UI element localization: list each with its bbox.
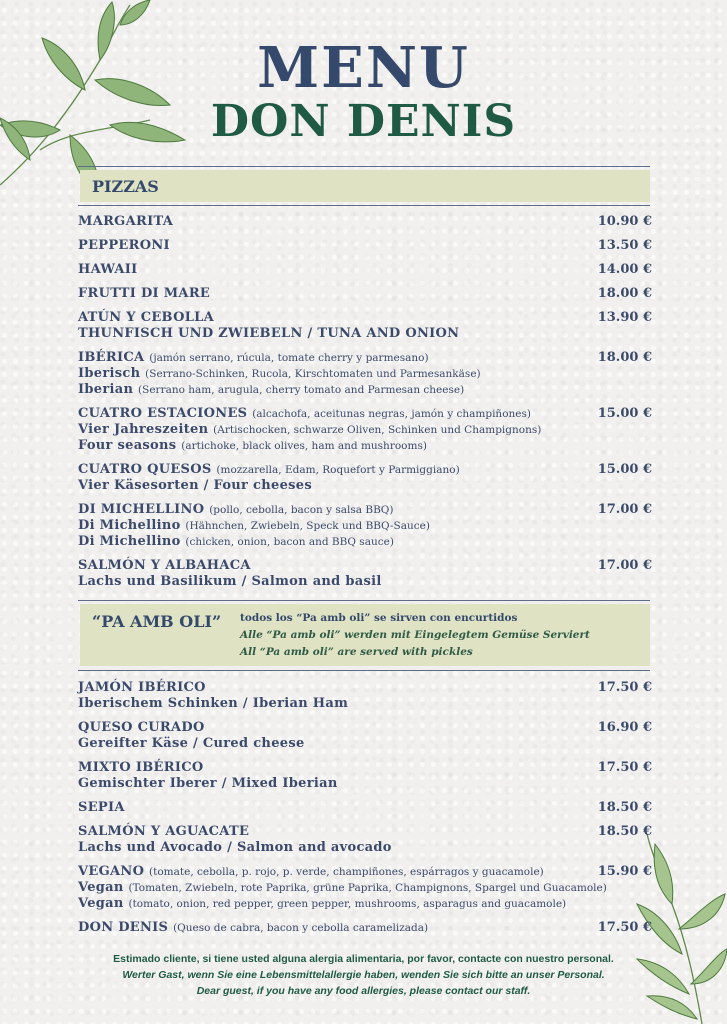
- section-note: todos los “Pa amb oli” se sirven con encurtidos: [240, 612, 518, 624]
- item-price: 18.50 €: [597, 800, 652, 815]
- item-name: FRUTTI DI MARE: [78, 286, 211, 301]
- menu-item: [78, 502, 652, 550]
- menu-item: [78, 800, 652, 816]
- item-description: (pollo, cebolla, bacon y salsa BBQ): [209, 504, 394, 516]
- section-title-pa-amb-oli: “PA AMB OLI”: [92, 612, 222, 631]
- item-name: SALMÓN Y AGUACATE: [78, 824, 250, 839]
- section-band-pizzas: [80, 170, 650, 202]
- item-price: 14.00 €: [597, 262, 652, 277]
- item-name-en: Iberian: [78, 382, 134, 397]
- item-translation: Lachs und Basilikum / Salmon and basil: [78, 574, 382, 589]
- section-note-de: Alle “Pa amb oli” werden mit Eingelegtem Gemüse Serviert: [240, 629, 590, 641]
- item-name: VEGANO: [78, 864, 145, 879]
- item-name: ATÚN Y CEBOLLA: [78, 310, 214, 325]
- item-description-de: (Serrano-Schinken, Rucola, Kirschtomaten und Parmesankäse): [145, 368, 481, 380]
- item-description: (mozzarella, Edam, Roquefort y Parmiggiano): [216, 464, 460, 476]
- item-price: 17.50 €: [597, 760, 652, 775]
- item-description: (jamón serrano, rúcula, tomate cherry y parmesano): [149, 352, 429, 364]
- menu-item: [78, 238, 652, 254]
- menu-item: [78, 558, 652, 590]
- menu-item: [78, 824, 652, 856]
- menu-item: [78, 462, 652, 494]
- item-name-de: Vegan: [78, 880, 124, 895]
- item-translation: THUNFISCH UND ZWIEBELN / TUNA AND ONION: [78, 326, 460, 341]
- item-translation: Gemischter Iberer / Mixed Iberian: [78, 776, 338, 791]
- item-price: 17.00 €: [597, 502, 652, 517]
- item-price: 18.50 €: [597, 824, 652, 839]
- item-translation: Vier Käsesorten / Four cheeses: [78, 478, 312, 493]
- item-name-en: Four seasons: [78, 438, 177, 453]
- item-name: DON DENIS: [78, 920, 169, 935]
- item-name: CUATRO QUESOS: [78, 462, 212, 477]
- allergy-notice-en: Dear guest, if you have any food allergies, please contact our staff.: [196, 985, 531, 997]
- item-name-de: Vier Jahreszeiten: [78, 422, 209, 437]
- menu-item: [78, 286, 652, 302]
- item-name: IBÉRICA: [78, 350, 145, 365]
- item-description-en: (artichoke, black olives, ham and mushrooms): [181, 440, 427, 452]
- section-note-en: All “Pa amb oli” are served with pickles: [240, 646, 473, 658]
- item-price: 17.00 €: [597, 558, 652, 573]
- item-name-de: Iberisch: [78, 366, 141, 381]
- item-description-de: (Artischocken, schwarze Oliven, Schinken und Champignons): [213, 424, 542, 436]
- allergy-notice-es: Estimado cliente, si tiene usted alguna alergia alimentaria, por favor, contacte con nuestro personal.: [113, 953, 614, 965]
- item-description-en: (chicken, onion, bacon and BBQ sauce): [185, 536, 394, 548]
- item-description-de: (Tomaten, Zwiebeln, rote Paprika, grüne Paprika, Champignons, Spargel und Guacamole): [128, 882, 607, 894]
- item-price: 18.00 €: [597, 350, 652, 365]
- divider: [78, 600, 650, 601]
- menu-item: [78, 720, 652, 752]
- menu-item: [78, 214, 652, 230]
- item-name: QUESO CURADO: [78, 720, 205, 735]
- divider: [78, 205, 650, 206]
- item-translation: Iberischem Schinken / Iberian Ham: [78, 696, 349, 711]
- item-price: 10.90 €: [597, 214, 652, 229]
- item-price: 15.00 €: [597, 462, 652, 477]
- menu-item: [78, 406, 652, 454]
- item-price: 15.00 €: [597, 406, 652, 421]
- menu-item: [78, 350, 652, 398]
- item-name-en: Di Michellino: [78, 534, 181, 549]
- menu-item: [78, 864, 652, 912]
- item-name: HAWAII: [78, 262, 138, 277]
- item-price: 13.90 €: [597, 310, 652, 325]
- item-description: (Queso de cabra, bacon y cebolla caramelizada): [173, 922, 429, 934]
- item-name: MARGARITA: [78, 214, 174, 229]
- item-price: 17.50 €: [597, 680, 652, 695]
- menu-item: [78, 680, 652, 712]
- item-description-en: (tomato, onion, red pepper, green pepper, mushrooms, asparagus and guacamole): [128, 898, 567, 910]
- item-description-de: (Hähnchen, Zwiebeln, Speck und BBQ-Sauce): [185, 520, 430, 532]
- item-name: JAMÓN IBÉRICO: [78, 680, 206, 695]
- menu-item: [78, 920, 652, 936]
- item-description: (alcachofa, aceitunas negras, jamón y champiñones): [252, 408, 531, 420]
- item-price: 18.00 €: [597, 286, 652, 301]
- item-translation: Lachs und Avocado / Salmon and avocado: [78, 840, 392, 855]
- menu-item: [78, 262, 652, 278]
- item-description: (tomate, cebolla, p. rojo, p. verde, champiñones, espárragos y guacamole): [149, 866, 544, 878]
- section-title-pizzas: PIZZAS: [92, 177, 159, 196]
- item-name: SALMÓN Y ALBAHACA: [78, 558, 251, 573]
- item-name: DI MICHELLINO: [78, 502, 205, 517]
- menu-item: [78, 760, 652, 792]
- item-name: CUATRO ESTACIONES: [78, 406, 248, 421]
- divider: [78, 166, 650, 167]
- item-name: PEPPERONI: [78, 238, 170, 253]
- item-translation: Gereifter Käse / Cured cheese: [78, 736, 305, 751]
- item-price: 13.50 €: [597, 238, 652, 253]
- item-name: MIXTO IBÉRICO: [78, 760, 204, 775]
- item-name-de: Di Michellino: [78, 518, 181, 533]
- menu-item: [78, 310, 652, 342]
- restaurant-name: DON DENIS: [210, 96, 517, 147]
- item-name-en: Vegan: [78, 896, 124, 911]
- page-title: MENU: [257, 35, 470, 101]
- item-price: 17.50 €: [597, 920, 652, 935]
- item-price: 16.90 €: [597, 720, 652, 735]
- item-name: SEPIA: [78, 800, 125, 815]
- item-description-en: (Serrano ham, arugula, cherry tomato and Parmesan cheese): [138, 384, 465, 396]
- item-price: 15.90 €: [597, 864, 652, 879]
- divider: [78, 670, 650, 671]
- allergy-notice-de: Werter Gast, wenn Sie eine Lebensmittelallergie haben, wenden Sie sich bitte an unser Personal.: [122, 969, 605, 981]
